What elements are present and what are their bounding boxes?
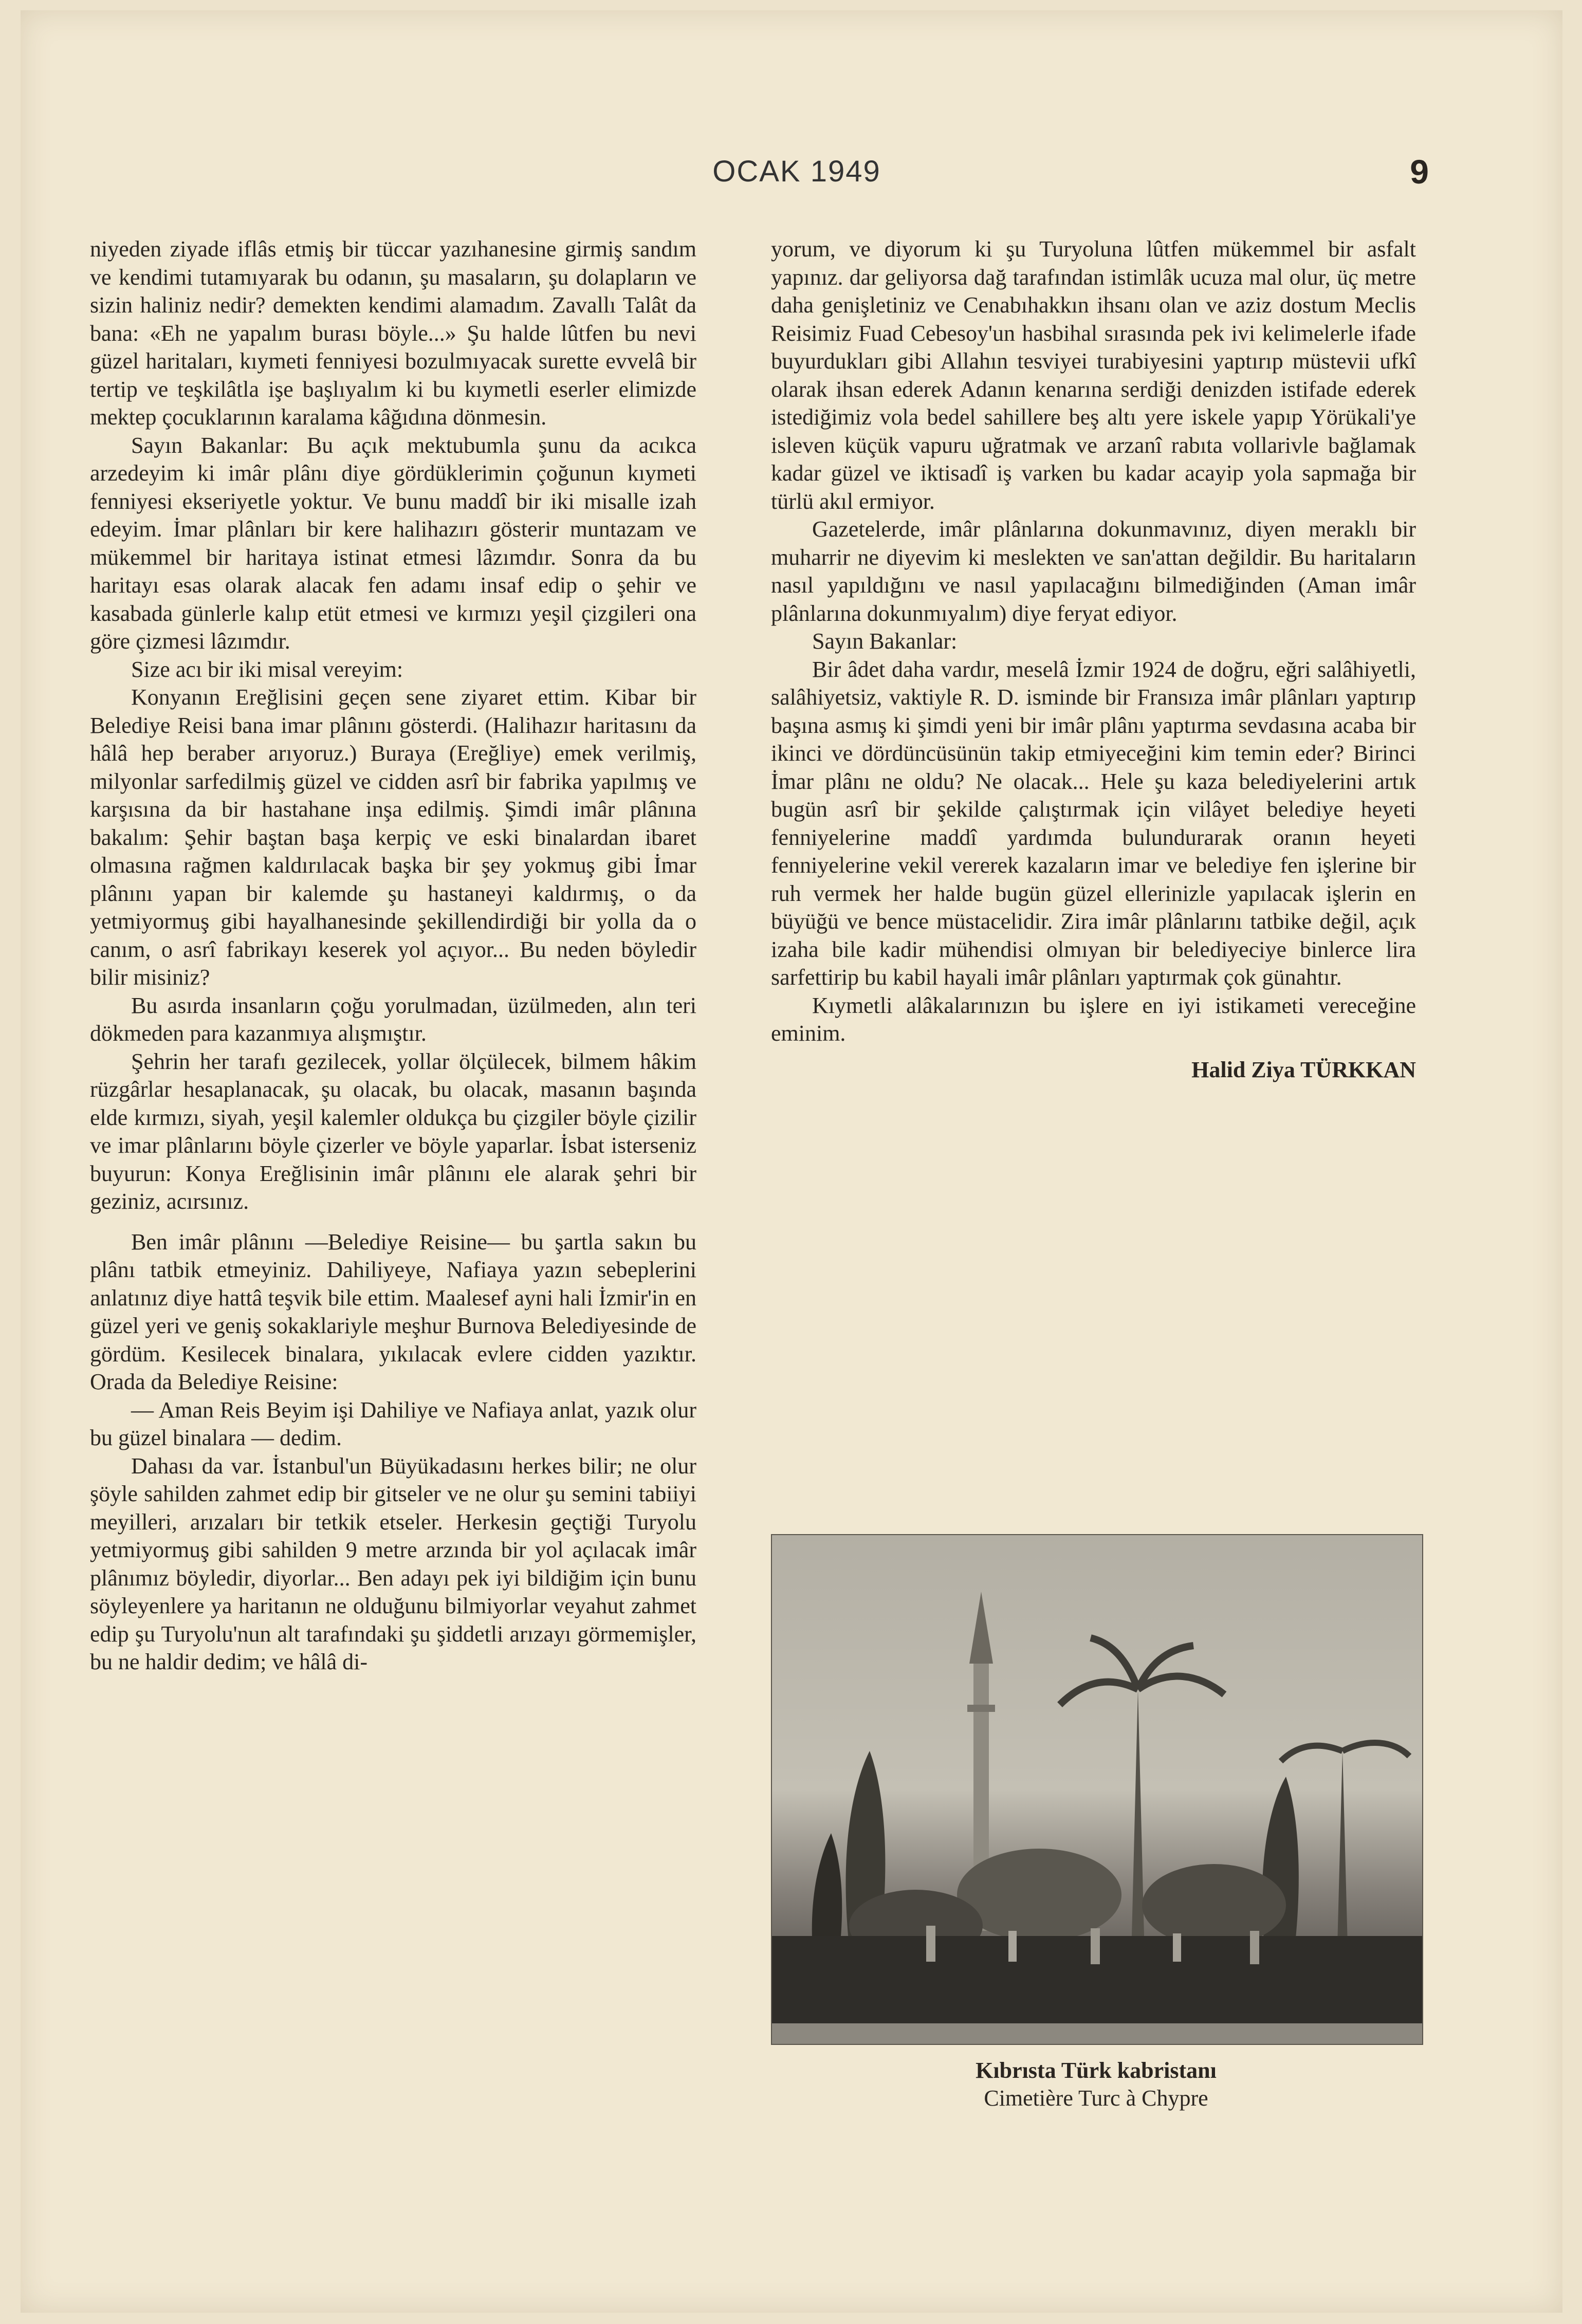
paragraph: yorum, ve diyorum ki şu Turyoluna lûtfen mükemmel bir asfalt yapınız. dar geliyorsa dağ tarafından istimlâk ucuza mal olur, üç metre daha genişletiniz ve Cenabıhakkın ihsanı olan ve aziz dostum Meclis Reisimiz Fuad Cebesoy'un hasbihal sırasında pek ivi kelimelerle ifade buyurdukları gibi Allahın tesviyei turabiyesini yaptırıp müstevii ufkî olarak ihsan ederek Adanın kenarına serdiği denizden istifade ederek istediğimiz vola bedel sahillere beş altı yere iskele yapıp Yörükali'ye isleven küçük vapuru uğratmak ve arzanî rabıta vollarivle bağlamak kadar güzel ve iktisadî iş varken bu kadar acayip yola sapmağa bir türlü akıl ermiyor. <box>771 236 1416 514</box>
caption-french: Cimetière Turc à Chypre <box>984 2086 1208 2111</box>
right-column <box>771 235 1416 1084</box>
paragraph: Bu asırda insanların çoğu yorulmadan, üzülmeden, alın teri dökmeden para kazanmıya alışmıştır. <box>90 992 696 1046</box>
paragraph: — Aman Reis Beyim işi Dahiliye ve Nafiaya anlat, yazık olur bu güzel binalara — dedim. <box>90 1397 696 1450</box>
left-column <box>90 235 696 1676</box>
paragraph: Sayın Bakanlar: <box>812 629 958 654</box>
paragraph: Dahası da var. İstanbul'un Büyükadasını herkes bilir; ne olur şöyle sahilden zahmet edip bir gitseler ve ne olur şu semini tabiiyi meyilleri, arızaları bir tetkik etseler. Herkesin geçtiği Turyolu yetmiyormuş gibi sahilden 9 metre arzında bir yol açılacak imâr plânımız böyledir, diyorlar... Ben adayı pek iyi bildiğim için bunu söyleyenlere ya haritanın ne olduğunu bilmiyorlar veyahut zahmet edip şu Turyolu'nun alt tarafındaki şu şiddetli arızayı görmemişler, bu ne haldir dedim; ve hâlâ di- <box>90 1453 696 1674</box>
paragraph: Şehrin her tarafı gezilecek, yollar ölçülecek, bilmem hâkim rüzgârlar hesaplanacak, şu olacak, bu olacak, masanın başında elde kırmızı, siyah, yeşil kalemler oldukça bu çizgiler böyle çizilir ve imar plânlarını böyle çizerler ve böyle yaparlar. İsbat isterseniz buyurun: Konya Ereğlisinin imâr plânını ele alarak şehri bir geziniz, acırsınız. <box>90 1048 696 1214</box>
paragraph: Gazetelerde, imâr plânlarına dokunmavınız, diyen meraklı bir muharrir ne diyevim ki meslekten ve san'attan değildir. Bu haritaların nasıl yapıldığını ve nasıl yapılacağını bilmediğinden (Aman imâr plânlarına dokunmıyalım) diye feryat ediyor. <box>771 517 1416 626</box>
paragraph: Sayın Bakanlar: Bu açık mektubumla şunu da acıkca arzedeyim ki imâr plânı diye gördüklerimin çoğunun kıymeti fenniyesi ekseriyetle yoktur. Ve bunu maddî bir iki misalle izah edeyim. İmar plânları bir kere halihazırı gösterir muntazam ve mükemmel bir haritaya istinat etmesi lâzımdır. Sonra da bu haritayı esas olarak alacak fen adamı insaf edip o şehir ve kasabada günlerle kalıp etüt etmesi ve kırmızı yeşil çizgileri ona göre çizmesi lâzımdır. <box>90 432 696 654</box>
paragraph: niyeden ziyade iflâs etmiş bir tüccar yazıhanesine girmiş sandım ve kendimi tutamıyarak bu odanın, şu masaların, şu dolapların ve sizin haliniz nedir? demekten kendimi alamadım. Zavallı Talât da bana: «Eh ne yapalım burası böyle...» Şu halde lûtfen bu nevi güzel haritaları, kıymeti fenniyesi bozulmıyacak surette evvelâ bir tertip ve teşkilâtla işe başlıyalım ki bu kıymetli eserler elimizde mektep çocuklarının karalama kâğıdına dönmesin. <box>90 236 696 430</box>
paragraph: Kıymetli alâkalarınızın bu işlere en iyi istikameti vereceğine eminim. <box>771 992 1416 1046</box>
paragraph: Ben imâr plânını —Belediye Reisine— bu şartla sakın bu plânı tatbik etmeyiniz. Dahiliyeye, Nafiaya yazın sebeplerini anlatınız diye hattâ teşvik bile ettim. Maalesef ayni hali İzmir'in en güzel yeri ve geniş sokaklariyle meşhur Burnova Belediyesinde de gördüm. Kesilecek binalara, yıkılacak evlere cidden yazıktır. Orada da Belediye Reisine: <box>90 1229 696 1394</box>
paragraph: Bir âdet daha vardır, meselâ İzmir 1924 de doğru, eğri salâhiyetli, salâhiyetsiz, vaktiyle R. D. isminde bir Fransıza imâr plânları yaptırıp başına asmış ki şimdi yeni bir imâr plânı yaptırma sevdasına acaba bir ikinci ve dördüncüsünün takip etmiyeceğini kim temin eder? Birinci İmar plânı ne oldu? Ne olacak... Hele şu kaza belediyelerini artık bugün asrî bir şekilde çalıştırmak için vilâyet belediye heyeti fenniyelerine maddî yardımda bulundurarak oranın heyeti fenniyelerine vekil vererek kazaların imar ve belediye fen işlerine bir ruh vermek her halde bugün güzel ellerinizle yapılacak işlerin en büyüğü ve bence müstacelidir. Zira imâr plânlarını tatbike değil, açık izaha bile kadir mühendisi olmıyan bir belediyeciye binlerce lira sarfettirip bu kabil hayali imâr plânları yaptırmak çok günahtır. <box>771 656 1416 990</box>
cemetery-photo-illustration <box>772 1535 1422 2044</box>
cemetery-photo <box>771 1534 1423 2045</box>
paragraph: Konyanın Ereğlisini geçen sene ziyaret ettim. Kibar bir Belediye Reisi bana imar plânını gösterdi. (Halihazır haritasını da hâlâ hep beraber arıyoruz.) Buraya (Ereğliye) emek verilmiş, milyonlar sarfedilmiş güzel ve cidden asrî bir fabrika yapılmış ve karşısına da bir hastahane inşa edilmiş. Şimdi imâr plânına bakalım: Şehir baştan başa kerpiç ve eski binalardan ibaret olmasına rağmen kaldırılacak başka bir şey yokmuş gibi İmar plânını yapan bir kalemde şu hastaneyi kaldırmış, o da yetmiyormuş gibi hayalhanesinde şekillendirdiği bir yolla da o canım, o asrî fabrikayı keserek yol açıyor... Bu neden böyledir bilir misiniz? <box>90 685 696 990</box>
caption-turkish: Kıbrısta Türk kabristanı <box>976 2058 1217 2083</box>
page-number: 9 <box>1410 153 1429 191</box>
photo-caption <box>771 2057 1421 2112</box>
paragraph: Size acı bir iki misal vereyim: <box>131 656 403 682</box>
author-signature: Halid Ziya TÜRKKAN <box>1191 1057 1416 1082</box>
issue-date: OCAK 1949 <box>712 155 881 188</box>
